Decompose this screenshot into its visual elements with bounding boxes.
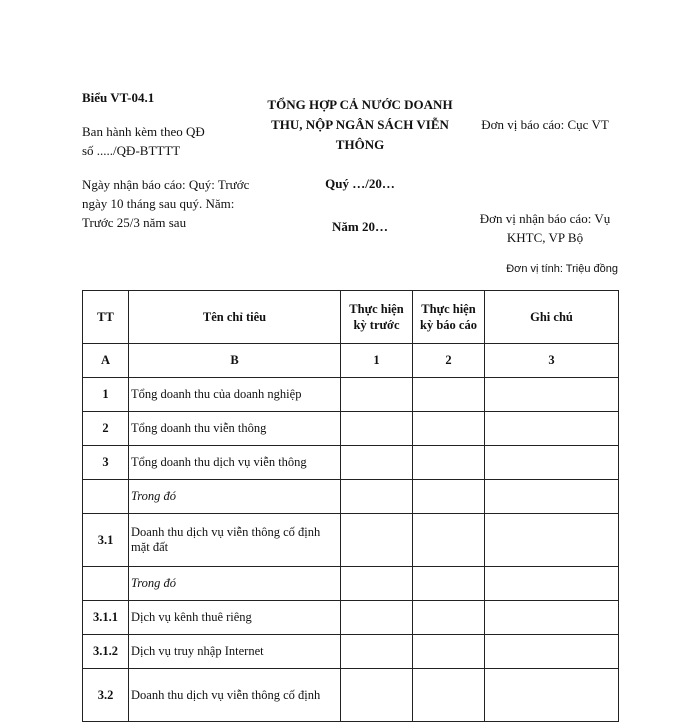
row-number-cell: 3.1.1 [83,601,129,635]
previous-period-cell[interactable] [341,669,413,722]
code-cell: A [83,344,129,378]
code-row [83,344,619,378]
table-row [83,378,619,412]
indicator-name-cell: Doanh thu dịch vụ viễn thông cố định [129,669,341,722]
current-period-cell[interactable] [413,412,485,446]
column-header-tt: TT [83,291,129,344]
notes-cell[interactable] [485,567,619,601]
current-period-cell[interactable] [413,635,485,669]
receipt-deadline-note: Ngày nhận báo cáo: Quý: Trước ngày 10 tháng sau quý. Năm: Trước 25/3 năm sau [82,177,250,230]
indicator-name-cell: Tổng doanh thu viễn thông [129,412,341,446]
notes-cell[interactable] [485,480,619,514]
issuance-line-1: Ban hành kèm theo QĐ [82,124,205,139]
indicator-name-cell: Doanh thu dịch vụ viễn thông cố định mặt đất [129,514,341,567]
table-row [83,669,619,722]
current-period-cell[interactable] [413,480,485,514]
reporting-unit: Đơn vị báo cáo: Cục VT [481,117,609,132]
indicator-name-cell: Tổng doanh thu của doanh nghiệp [129,378,341,412]
table-header-row [83,291,619,344]
current-period-cell[interactable] [413,669,485,722]
current-period-cell[interactable] [413,446,485,480]
current-period-cell[interactable] [413,601,485,635]
table-row [83,601,619,635]
report-table [82,290,619,722]
receiving-unit: Đơn vị nhận báo cáo: Vụ KHTC, VP Bộ [479,211,611,245]
previous-period-cell[interactable] [341,412,413,446]
row-number-cell: 3 [83,446,129,480]
previous-period-cell[interactable] [341,378,413,412]
notes-cell[interactable] [485,378,619,412]
table-body [83,344,619,722]
previous-period-cell[interactable] [341,514,413,567]
notes-cell[interactable] [485,635,619,669]
notes-cell[interactable] [485,446,619,480]
previous-period-cell[interactable] [341,567,413,601]
code-cell: B [129,344,341,378]
indicator-name-cell: Trong đó [129,480,341,514]
code-cell: 3 [485,344,619,378]
row-number-cell: 3.1.2 [83,635,129,669]
row-number-cell: 3.2 [83,669,129,722]
previous-period-cell[interactable] [341,480,413,514]
period-year: Năm 20… [332,219,388,234]
column-header-current: Thực hiện kỳ báo cáo [413,291,485,344]
indicator-name-cell: Dịch vụ truy nhập Internet [129,635,341,669]
previous-period-cell[interactable] [341,601,413,635]
previous-period-cell[interactable] [341,635,413,669]
notes-cell[interactable] [485,601,619,635]
indicator-name-cell: Dịch vụ kênh thuê riêng [129,601,341,635]
code-cell: 1 [341,344,413,378]
report-title: TỔNG HỢP CẢ NƯỚC DOANH THU, NỘP NGÂN SÁCH VIỄN THÔNG [267,97,453,152]
table-row [83,635,619,669]
previous-period-cell[interactable] [341,446,413,480]
indicator-name-cell: Tổng doanh thu dịch vụ viễn thông [129,446,341,480]
column-header-name: Tên chỉ tiêu [129,291,341,344]
currency-unit: Đơn vị tính: Triệu đồng [506,263,618,275]
table-row [83,412,619,446]
issuance-note [82,122,252,160]
notes-cell[interactable] [485,514,619,567]
row-number-cell: 1 [83,378,129,412]
indicator-name-cell: Trong đó [129,567,341,601]
table-row [83,567,619,601]
column-header-notes: Ghi chú [485,291,619,344]
current-period-cell[interactable] [413,514,485,567]
notes-cell[interactable] [485,412,619,446]
table-row [83,446,619,480]
issuance-line-2: số ...../QĐ-BTTTT [82,143,181,158]
row-number-cell: 2 [83,412,129,446]
code-cell: 2 [413,344,485,378]
row-number-cell [83,567,129,601]
row-number-cell: 3.1 [83,514,129,567]
table-row [83,514,619,567]
form-code: Biểu VT-04.1 [82,90,155,105]
column-header-previous: Thực hiện kỳ trước [341,291,413,344]
period-quarter: Quý …/20… [325,176,395,191]
row-number-cell [83,480,129,514]
current-period-cell[interactable] [413,378,485,412]
notes-cell[interactable] [485,669,619,722]
table-row [83,480,619,514]
current-period-cell[interactable] [413,567,485,601]
